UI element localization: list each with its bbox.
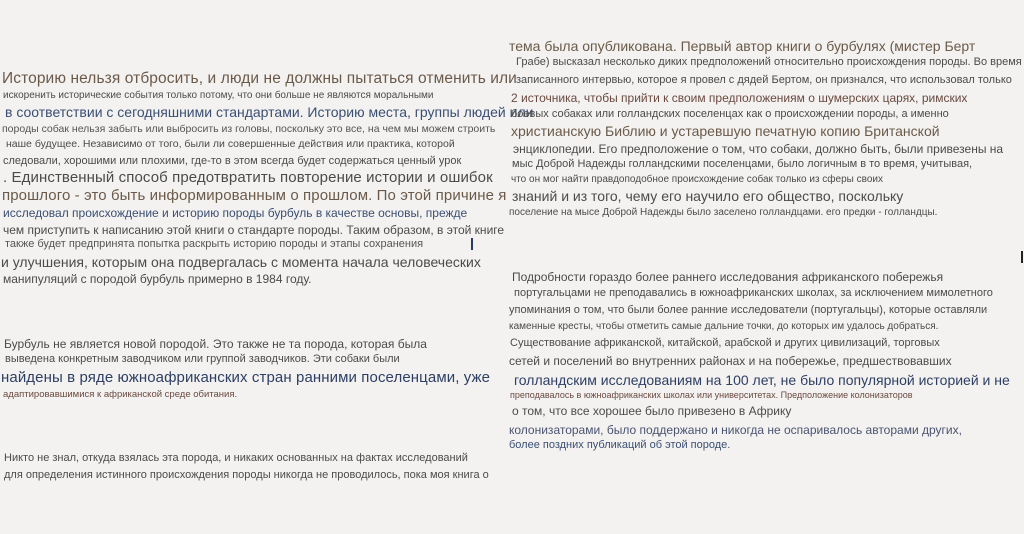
text-line: тема была опубликована. Первый автор книги о бурбулях (мистер Берт [509, 38, 976, 54]
text-line: мыс Доброй Надежды голландскими поселенцами, было логичным в то время, учитывая, [512, 158, 973, 170]
text-cursor [471, 238, 473, 250]
text-line: чем приступить к написанию этой книги о стандарте породы. Таким образом, в этой книге [3, 223, 505, 237]
text-line: Бурбуль не является новой породой. Это также не та порода, которая была [4, 337, 427, 351]
text-line: прошлого - это быть информированным о прошлом. По этой причине я [2, 187, 507, 204]
text-line: исследовал происхождение и историю породы бурбуль в качестве основы, прежде [3, 206, 468, 220]
text-line: каменные кресты, чтобы отметить самые дальние точки, до которых им удалось добраться. [509, 321, 939, 332]
text-line: сетей и поселений во внутренних районах и на побережье, предшествовавших [509, 354, 952, 368]
text-line: более поздних публикаций об этой породе. [509, 439, 731, 451]
text-line: записанного интервью, которое я провел с дядей Бертом, он признался, что использовал только [516, 74, 1012, 86]
text-line: Грабе) высказал несколько диких предположений относительно происхождения породы. Во время [516, 56, 1022, 68]
text-line: поселение на мысе Доброй Надежды было заселено голландцами. его предки - голландцы. [509, 207, 938, 218]
text-line: что он мог найти правдоподобное происхождение собак только из сферы своих [511, 174, 883, 185]
text-line: породы собак нельзя забыть или выбросить из головы, поскольку это все, на чем мы можем строить [2, 123, 496, 135]
text-line: христианскую Библию и устаревшую печатную копию Британской [511, 123, 940, 139]
text-line: также будет предпринята попытка раскрыть историю породы и этапы сохранения [5, 238, 424, 250]
text-line: для определения истинного происхождения породы никогда не проводилось, пока моя книга о [4, 469, 489, 481]
text-line: адаптировавшимися к африканской среде обитания. [3, 389, 238, 400]
text-line: искоренить исторические события только потому, что они больше не являются моральными [3, 90, 434, 101]
text-line: манипуляций с породой бурбуль примерно в 1984 году. [3, 272, 312, 286]
text-line: о том, что все хорошее было привезено в Африку [512, 404, 792, 418]
text-line: преподавалось в южноафриканских школах или университетах. Предположение колонизаторов [510, 390, 913, 400]
text-line: голландским исследованиям на 100 лет, не было популярной историей и не [514, 372, 1010, 388]
text-line: и улучшения, которым она подвергалась с момента начала человеческих [1, 254, 481, 270]
text-line: боевых собаках или голландских поселенцах как о происхождении породы, а именно [511, 108, 949, 120]
text-line: найдены в ряде южноафриканских стран ранними поселенцами, уже [1, 369, 491, 386]
text-line: Существование африканской, китайской, арабской и других цивилизаций, торговых [510, 337, 940, 349]
text-line: следовали, хорошими или плохими, где-то в этом всегда будет содержаться ценный урок [3, 155, 462, 167]
text-line: наше будущее. Независимо от того, были ли совершенные действия или практика, которой [6, 138, 455, 150]
text-line: выведена конкретным заводчиком или группой заводчиков. Эти собаки были [5, 353, 400, 365]
text-line: . Единственный способ предотвратить повторение истории и ошибок [3, 169, 493, 186]
text-line: знаний и из того, чему его научило его общество, поскольку [512, 188, 904, 204]
edge-marker [1021, 251, 1023, 263]
text-line: Историю нельзя отбросить, и люди не должны пытаться отменить или [2, 70, 517, 87]
text-line: Никто не знал, откуда взялась эта порода, и никаких основанных на фактах исследований [4, 452, 468, 464]
text-line: энциклопедии. Его предположение о том, что собаки, должно быть, были привезены на [513, 142, 1004, 156]
text-line: португальцами не преподавались в южноафриканских школах, за исключением мимолетного [514, 287, 993, 299]
text-line: 2 источника, чтобы прийти к своим предположениям о шумерских царях, римских [511, 91, 968, 105]
text-line: Подробности гораздо более раннего исследования африканского побережья [512, 270, 944, 284]
text-line: колонизаторами, было поддержано и никогда не оспаривалось авторами других, [509, 423, 962, 437]
text-line: упоминания о том, что были более ранние исследователи (португальцы), которые оставляли [509, 304, 988, 316]
text-line: в соответствии с сегодняшними стандартами. Историю места, группы людей или [5, 104, 534, 120]
